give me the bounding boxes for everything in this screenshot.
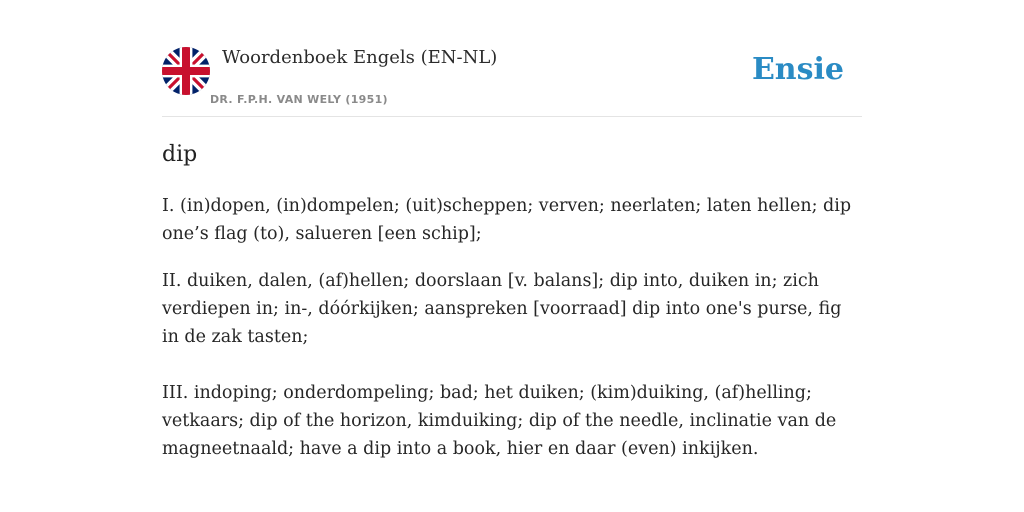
dictionary-title[interactable]: Woordenboek Engels (EN-NL) [222, 47, 498, 68]
sense-2: II. duiken, dalen, (af)hellen; doorslaan [v. balans]; dip into, duiken in; zich verdiepen in; in-, dóórkijken; aanspreken [voorraad] dip into one's purse, fig in de zak tasten; [162, 271, 842, 347]
uk-flag-icon [162, 47, 210, 95]
ensie-logo[interactable]: Ensie [751, 52, 844, 87]
headword: dip [162, 142, 198, 167]
dictionary-header [162, 46, 862, 117]
dictionary-author: DR. F.P.H. VAN WELY (1951) [210, 93, 388, 106]
sense-1: I. (in)dopen, (in)dompelen; (uit)scheppen; verven; neerlaten; laten hellen; dip one’s flag (to), salueren [een schip]; [162, 196, 852, 244]
sense-3: III. indoping; onderdompeling; bad; het duiken; (kim)duiking, (af)helling; vetkaars; dip of the horizon, kimduiking; dip of the needle, inclinatie van de magneetnaald; have a dip into a book, hier en daar (even) inkijken. [162, 383, 837, 459]
